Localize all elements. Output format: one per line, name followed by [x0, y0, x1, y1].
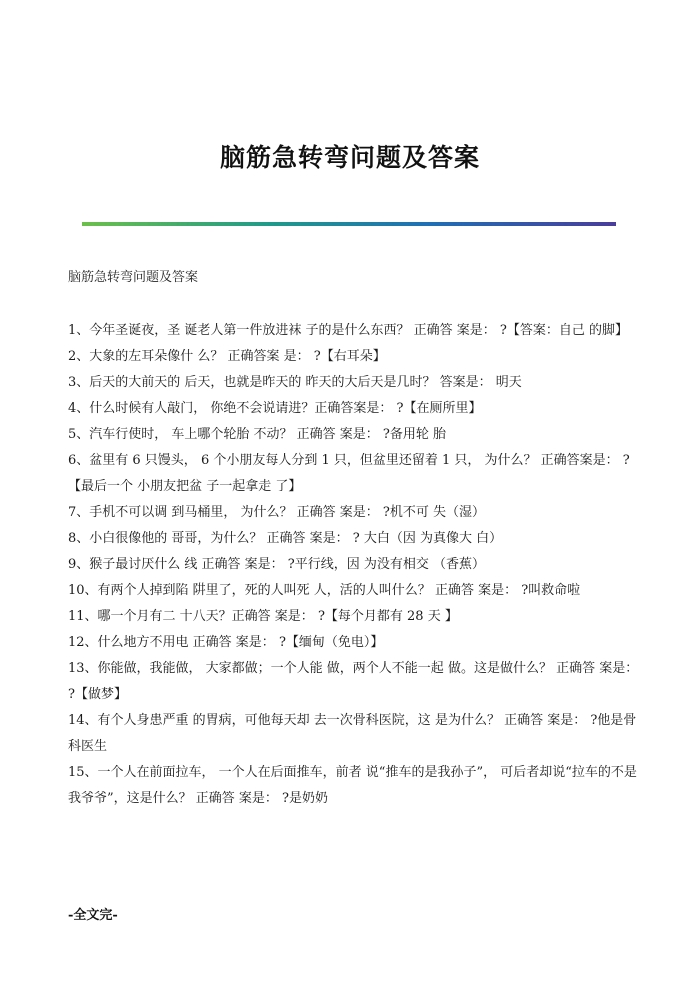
list-item: 2、大象的左耳朵像什 么？ 正确答案 是： ?【右耳朵】	[68, 349, 386, 364]
list-item: 9、猴子最讨厌什么 线 正确答 案是： ?平行线，因 为没有相交 （香蕉）	[68, 557, 486, 572]
list-item: 1、今年圣诞夜，圣 诞老人第一件放进袜 子的是什么东西？ 正确答 案是： ?【答案：自己 的脚】	[68, 323, 629, 338]
list-item: 11、哪一个月有二 十八天？正确答 案是： ?【每个月都有 28 天 】	[68, 609, 458, 624]
list-item: 5、汽车行使时， 车上哪个轮胎 不动？ 正确答 案是： ?备用轮 胎	[68, 427, 447, 442]
list-item: 3、后天的大前天的 后天，也就是昨天的 昨天的大后天是几时？ 答案是： 明天	[68, 375, 522, 390]
list-item: 13、你能做，我能做， 大家都做；一个人能 做，两个人不能一起 做。这是做什么？ 正确答 案是： ?【做梦】	[68, 661, 639, 702]
subtitle: 脑筋急转弯问题及答案	[68, 270, 199, 285]
qa-list	[68, 318, 640, 812]
list-item: 8、小白很像他的 哥哥，为什么？ 正确答 案是： ? 大白（因 为真像大 白）	[68, 531, 503, 546]
list-item: 7、手机不可以调 到马桶里， 为什么？ 正确答 案是： ?机不可 失（湿）	[68, 505, 486, 520]
list-item: 6、盆里有 6 只馒头， 6 个小朋友每人分到 1 只，但盆里还留着 1 只， 为什么？ 正确答案是： ?【最后一个 小朋友把盆 子一起拿走 了】	[68, 453, 630, 494]
footer-text: -全文完-	[68, 908, 118, 923]
list-item: 4、什么时候有人敲门， 你绝不会说请进？正确答案是： ?【在厕所里】	[68, 401, 482, 416]
list-item: 10、有两个人掉到陷 阱里了，死的人叫死 人，活的人叫什么？ 正确答 案是： ?叫救命啦	[68, 583, 581, 598]
page-title: 脑筋急转弯问题及答案	[219, 143, 480, 172]
list-item: 15、一个人在前面拉车， 一个人在后面推车，前者 说“推车的是我孙子”， 可后者却说“拉车的不是 我爷爷”，这是什么？ 正确答 案是： ?是奶奶	[68, 765, 637, 806]
list-item: 14、有个人身患严重 的胃病，可他每天却 去一次骨科医院，这 是为什么？ 正确答 案是： ?他是骨 科医生	[68, 713, 637, 754]
divider	[82, 222, 616, 226]
list-item: 12、什么地方不用电 正确答 案是： ?【缅甸（免电）】	[68, 635, 384, 650]
